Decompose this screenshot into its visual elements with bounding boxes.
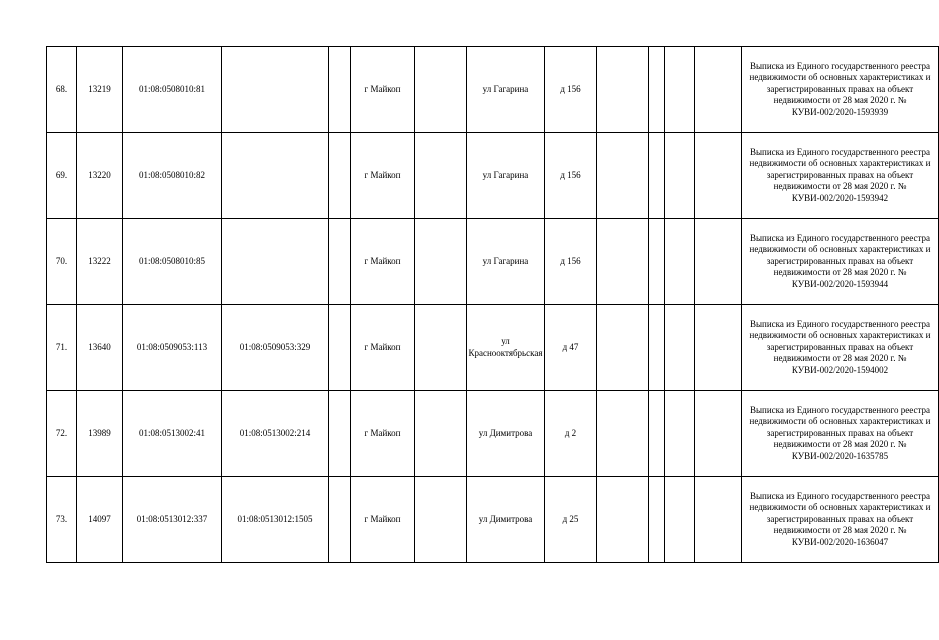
empty-cell: [649, 391, 665, 477]
empty-cell: [415, 219, 467, 305]
row-number: 68.: [47, 47, 77, 133]
empty-cell: [695, 47, 742, 133]
registry-id: 13222: [77, 219, 123, 305]
empty-cell: [665, 219, 695, 305]
empty-cell: [649, 219, 665, 305]
house-number: д 2: [545, 391, 597, 477]
street: ул Гагарина: [467, 219, 545, 305]
empty-cell: [695, 477, 742, 563]
street: ул Краснооктябрьская: [467, 305, 545, 391]
parent-cadastral-number: 01:08:0513002:214: [222, 391, 329, 477]
empty-cell: [665, 47, 695, 133]
empty-cell: [415, 305, 467, 391]
city: г Майкоп: [351, 133, 415, 219]
cadastral-number: 01:08:0508010:82: [123, 133, 222, 219]
empty-cell: [665, 305, 695, 391]
city: г Майкоп: [351, 305, 415, 391]
house-number: д 156: [545, 219, 597, 305]
document-reference: Выписка из Единого государственного реестра недвижимости об основных характеристиках и зарегистрированных правах на объект недвижимости от 28 мая 2020 г. № КУВИ-002/2020-1593944: [742, 219, 939, 305]
registry-id: 13220: [77, 133, 123, 219]
parent-cadastral-number: [222, 219, 329, 305]
empty-cell: [329, 47, 351, 133]
document-reference: Выписка из Единого государственного реестра недвижимости об основных характеристиках и зарегистрированных правах на объект недвижимости от 28 мая 2020 г. № КУВИ-002/2020-1593939: [742, 47, 939, 133]
house-number: д 156: [545, 133, 597, 219]
property-registry-table: [46, 46, 939, 563]
registry-id: 13989: [77, 391, 123, 477]
street: ул Димитрова: [467, 391, 545, 477]
empty-cell: [597, 391, 649, 477]
registry-id: 13640: [77, 305, 123, 391]
cadastral-number: 01:08:0508010:85: [123, 219, 222, 305]
document-reference: Выписка из Единого государственного реестра недвижимости об основных характеристиках и зарегистрированных правах на объект недвижимости от 28 мая 2020 г. № КУВИ-002/2020-1593942: [742, 133, 939, 219]
row-number: 72.: [47, 391, 77, 477]
table-row: [47, 477, 939, 563]
row-number: 69.: [47, 133, 77, 219]
empty-cell: [665, 133, 695, 219]
row-number: 71.: [47, 305, 77, 391]
empty-cell: [329, 133, 351, 219]
city: г Майкоп: [351, 47, 415, 133]
cadastral-number: 01:08:0508010:81: [123, 47, 222, 133]
city: г Майкоп: [351, 219, 415, 305]
house-number: д 156: [545, 47, 597, 133]
empty-cell: [695, 305, 742, 391]
empty-cell: [597, 47, 649, 133]
table-row: [47, 47, 939, 133]
empty-cell: [695, 219, 742, 305]
empty-cell: [329, 305, 351, 391]
empty-cell: [665, 477, 695, 563]
street: ул Гагарина: [467, 133, 545, 219]
parent-cadastral-number: [222, 47, 329, 133]
empty-cell: [695, 391, 742, 477]
parent-cadastral-number: [222, 133, 329, 219]
empty-cell: [649, 47, 665, 133]
document-reference: Выписка из Единого государственного реестра недвижимости об основных характеристиках и зарегистрированных правах на объект недвижимости от 28 мая 2020 г. № КУВИ-002/2020-1594002: [742, 305, 939, 391]
empty-cell: [415, 477, 467, 563]
empty-cell: [329, 219, 351, 305]
city: г Майкоп: [351, 391, 415, 477]
cadastral-number: 01:08:0513002:41: [123, 391, 222, 477]
empty-cell: [415, 391, 467, 477]
row-number: 73.: [47, 477, 77, 563]
street: ул Гагарина: [467, 47, 545, 133]
empty-cell: [649, 477, 665, 563]
empty-cell: [415, 133, 467, 219]
registry-id: 14097: [77, 477, 123, 563]
empty-cell: [649, 133, 665, 219]
table-row: [47, 133, 939, 219]
empty-cell: [415, 47, 467, 133]
parent-cadastral-number: 01:08:0513012:1505: [222, 477, 329, 563]
table-row: [47, 219, 939, 305]
cadastral-number: 01:08:0513012:337: [123, 477, 222, 563]
house-number: д 25: [545, 477, 597, 563]
empty-cell: [329, 391, 351, 477]
empty-cell: [665, 391, 695, 477]
row-number: 70.: [47, 219, 77, 305]
empty-cell: [597, 133, 649, 219]
empty-cell: [695, 133, 742, 219]
house-number: д 47: [545, 305, 597, 391]
empty-cell: [597, 477, 649, 563]
empty-cell: [329, 477, 351, 563]
empty-cell: [597, 305, 649, 391]
registry-id: 13219: [77, 47, 123, 133]
cadastral-number: 01:08:0509053:113: [123, 305, 222, 391]
document-reference: Выписка из Единого государственного реестра недвижимости об основных характеристиках и зарегистрированных правах на объект недвижимости от 28 мая 2020 г. № КУВИ-002/2020-1635785: [742, 391, 939, 477]
document-reference: Выписка из Единого государственного реестра недвижимости об основных характеристиках и зарегистрированных правах на объект недвижимости от 28 мая 2020 г. № КУВИ-002/2020-1636047: [742, 477, 939, 563]
street: ул Димитрова: [467, 477, 545, 563]
table-row: [47, 391, 939, 477]
empty-cell: [649, 305, 665, 391]
table-row: [47, 305, 939, 391]
empty-cell: [597, 219, 649, 305]
city: г Майкоп: [351, 477, 415, 563]
parent-cadastral-number: 01:08:0509053:329: [222, 305, 329, 391]
